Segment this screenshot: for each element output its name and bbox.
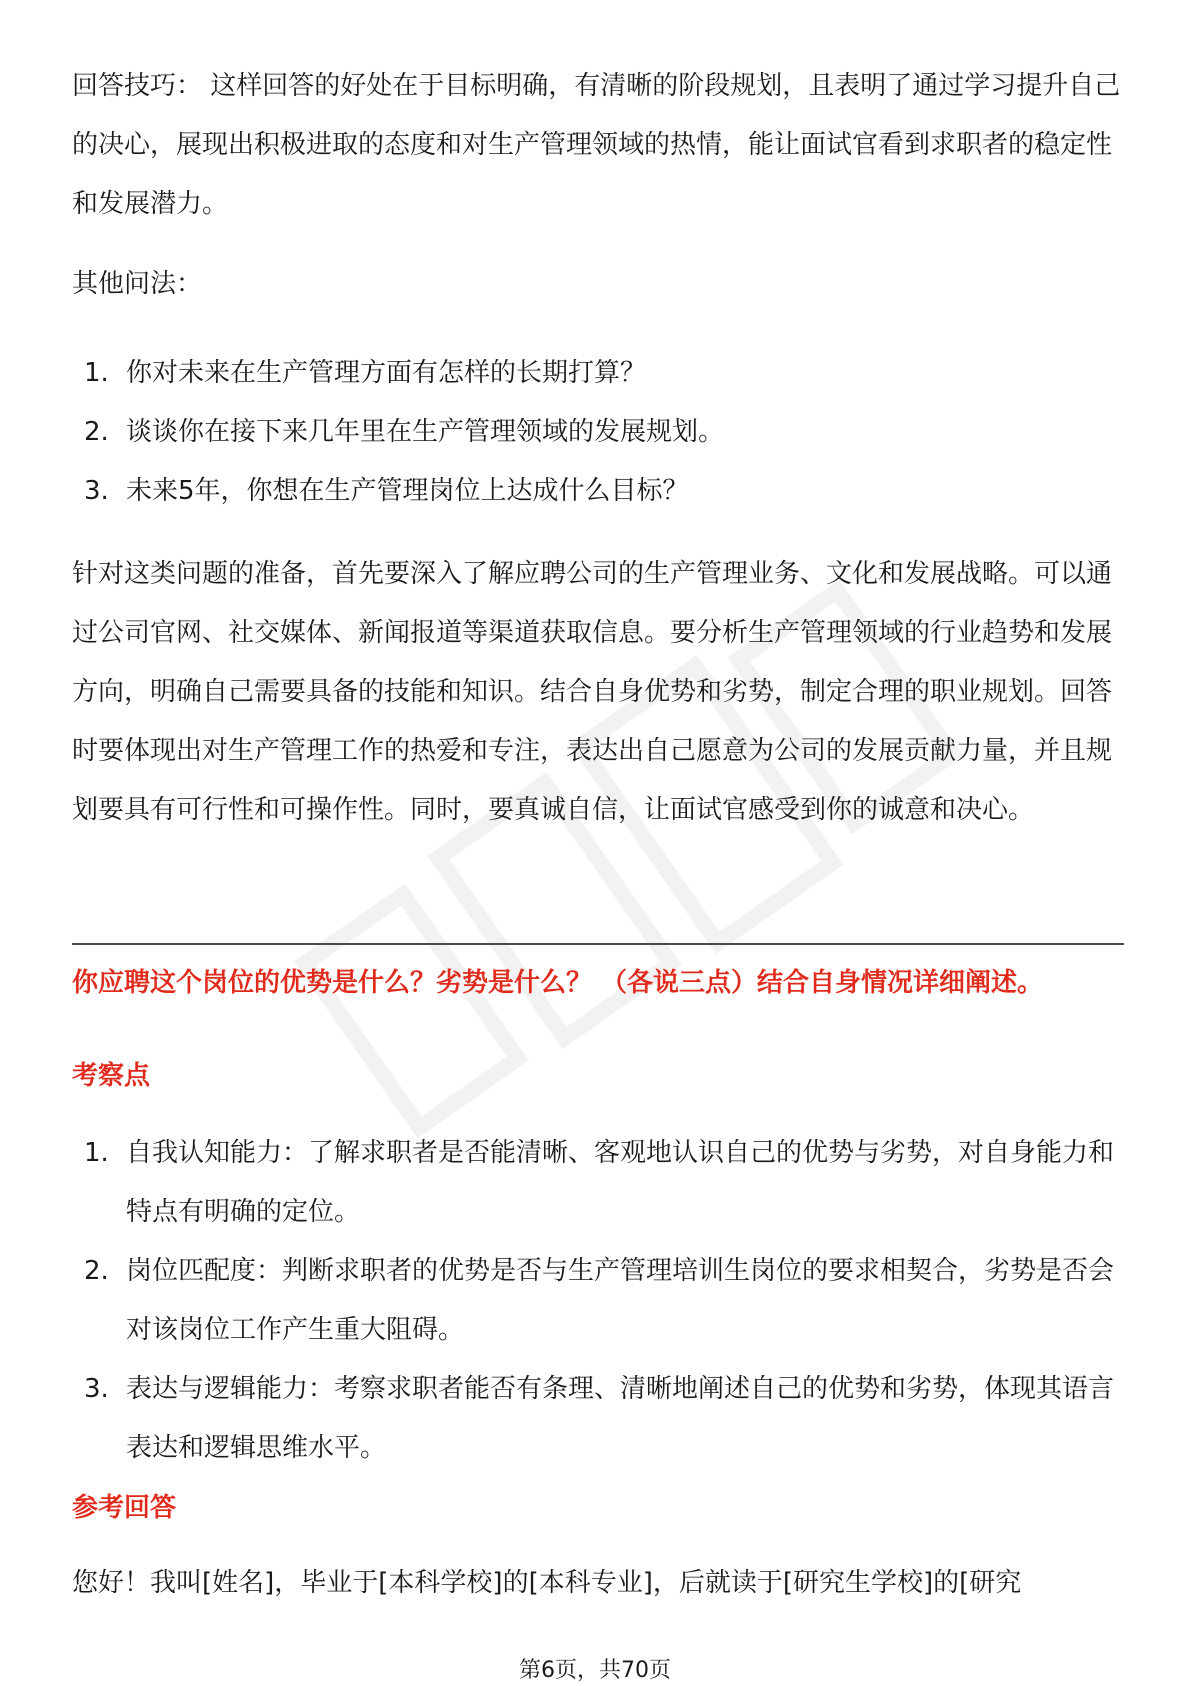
answer-tip-paragraph: 回答技巧： 这样回答的好处在于目标明确，有清晰的阶段规划，且表明了通过学习提升自己的决心，展现出积极进取的态度和对生产管理领域的热情，能让面试官看到求职者的稳定性和发展潜力。 xyxy=(72,71,1121,219)
other-questions-label: 其他问法： xyxy=(72,269,203,299)
section-divider xyxy=(72,943,1124,945)
list-item: 2. 岗位匹配度：判断求职者的优势是否与生产管理培训生岗位的要求相契合，劣势是否会对该岗位工作产生重大阻碍。 xyxy=(84,1256,1115,1345)
exam-points-list xyxy=(72,1124,1130,1478)
list-item: 3. 表达与逻辑能力：考察求职者能否有条理、清晰地阐述自己的优势和劣势，体现其语言表达和逻辑思维水平。 xyxy=(84,1374,1115,1463)
reference-answer-heading: 参考回答 xyxy=(72,1493,177,1523)
preparation-paragraph: 针对这类问题的准备，首先要深入了解应聘公司的生产管理业务、文化和发展战略。可以通过公司官网、社交媒体、新闻报道等渠道获取信息。要分析生产管理领域的行业趋势和发展方向，明确自己需要具备的技能和知识。结合自身优势和劣势，制定合理的职业规划。回答时要体现出对生产管理工作的热爱和专注，表达出自己愿意为公司的发展贡献力量，并且规划要具有可行性和可操作性。同时，要真诚自信，让面试官感受到你的诚意和决心。 xyxy=(72,559,1113,825)
page-footer: 第6页，共70页 xyxy=(519,1658,671,1683)
reference-answer-paragraph: 您好！我叫[姓名]，毕业于[本科学校]的[本科专业]，后就读于[研究生学校]的[研究 xyxy=(72,1568,1022,1598)
list-item: 1. 自我认知能力：了解求职者是否能清晰、客观地认识自己的优势与劣势，对自身能力和特点有明确的定位。 xyxy=(84,1138,1115,1227)
list-item: 1. 你对未来在生产管理方面有怎样的长期打算？ xyxy=(84,358,647,388)
list-item: 3. 未来5年，你想在生产管理岗位上达成什么目标？ xyxy=(84,476,689,506)
exam-points-heading: 考察点 xyxy=(72,1061,151,1091)
other-questions-list xyxy=(72,344,1130,521)
question-title: 你应聘这个岗位的优势是什么？劣势是什么？ （各说三点）结合自身情况详细阐述。 xyxy=(72,968,1044,998)
list-item: 2. 谈谈你在接下来几年里在生产管理领域的发展规划。 xyxy=(84,417,725,447)
